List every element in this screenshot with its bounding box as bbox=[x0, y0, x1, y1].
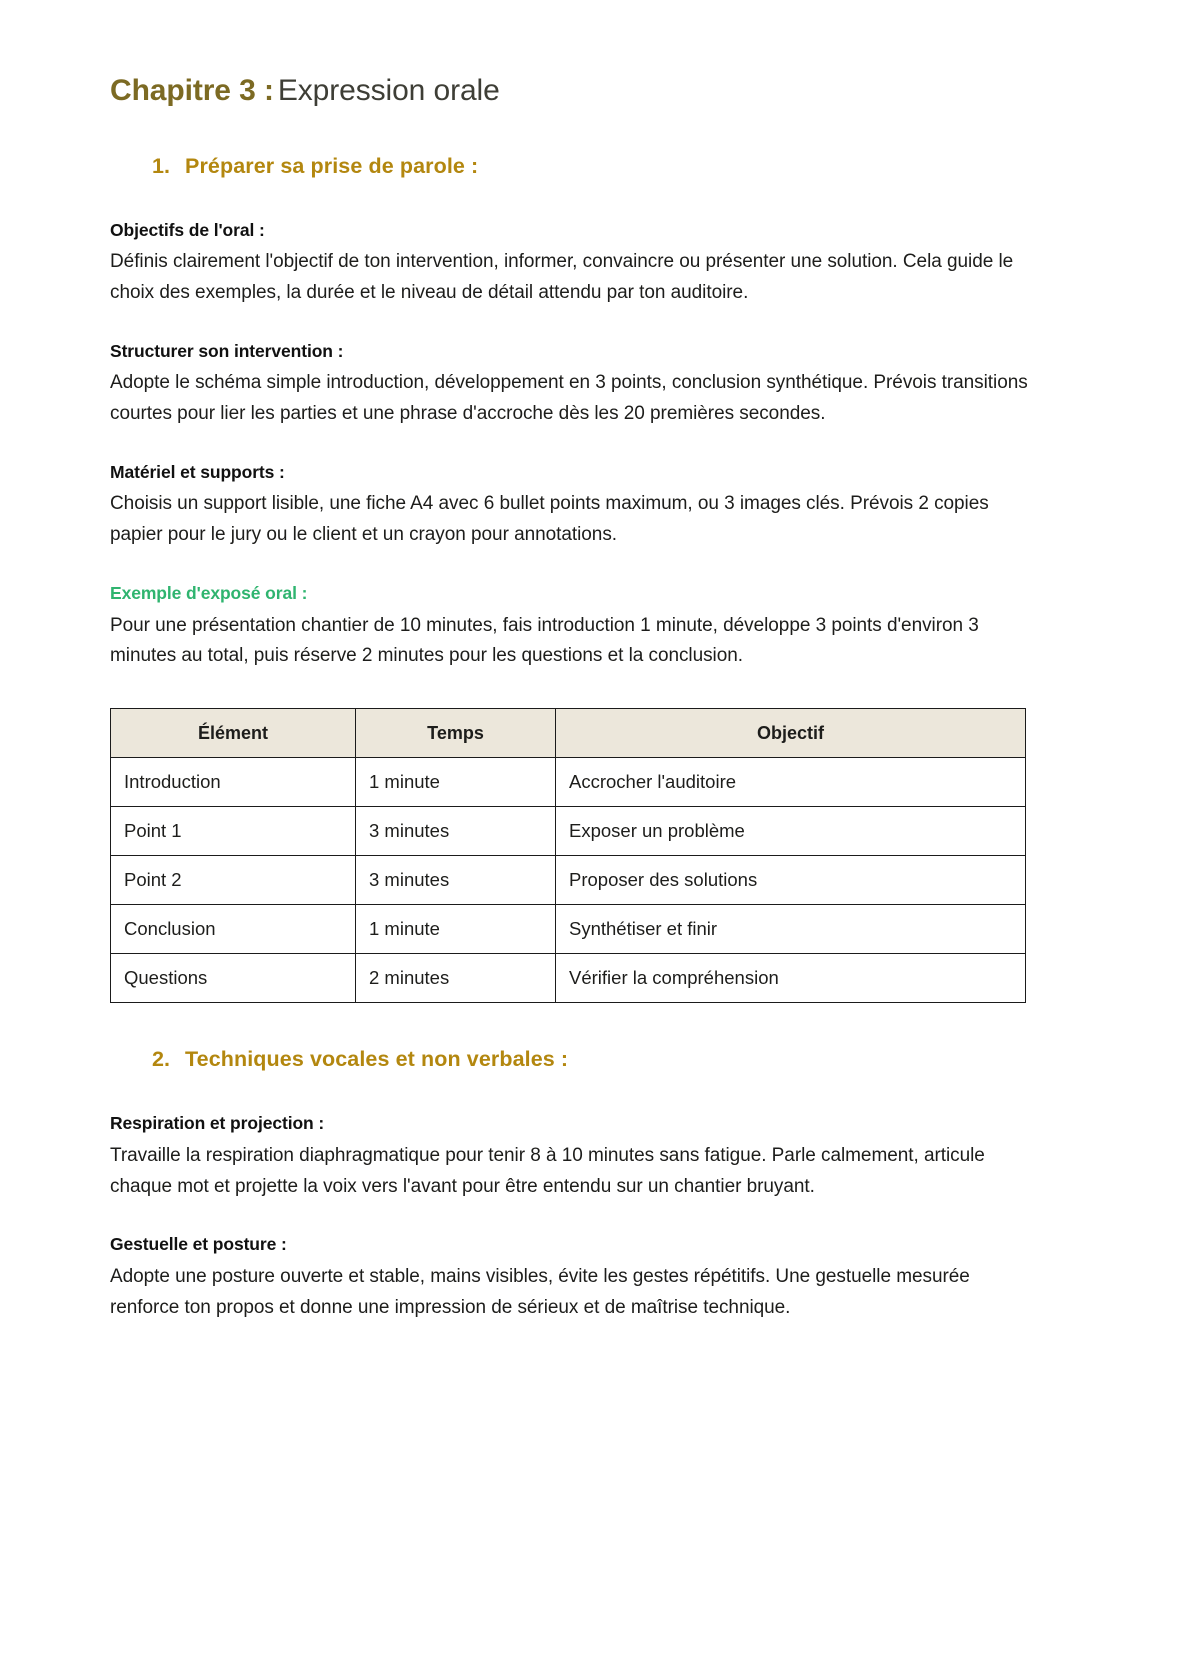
table-cell-element: Questions bbox=[111, 954, 356, 1003]
table-cell-element: Introduction bbox=[111, 758, 356, 807]
table-cell-objectif: Synthétiser et finir bbox=[556, 905, 1026, 954]
schedule-table bbox=[110, 708, 1026, 1003]
section-number-1: 1. bbox=[152, 153, 171, 178]
content-block-gestuelle bbox=[110, 1233, 1050, 1323]
table-header-row bbox=[111, 709, 1026, 758]
block-title-respiration: Respiration et projection : bbox=[110, 1113, 325, 1134]
block-body-materiel: Choisis un support lisible, une fiche A4 avec 6 bullet points maximum, ou 3 images clés. Prévois 2 copies papier pour le jury ou le client et un crayon pour annotations. bbox=[110, 493, 989, 546]
section-heading-2 bbox=[152, 1047, 1050, 1072]
block-body-structurer: Adopte le schéma simple introduction, développement en 3 points, conclusion synthétique. Prévois transitions courtes pour lier les parties et une phrase d'accroche dès les 20 premières secondes. bbox=[110, 372, 1028, 425]
table-cell-element: Point 1 bbox=[111, 807, 356, 856]
chapter-topic: Expression orale bbox=[277, 74, 500, 107]
table-cell-temps: 2 minutes bbox=[356, 954, 556, 1003]
chapter-label: Chapitre 3 : bbox=[110, 74, 274, 107]
table-cell-objectif: Vérifier la compréhension bbox=[556, 954, 1026, 1003]
table-cell-objectif: Proposer des solutions bbox=[556, 856, 1026, 905]
section-title-1: Préparer sa prise de parole : bbox=[185, 153, 479, 178]
table-header-objectif: Objectif bbox=[556, 709, 1026, 758]
content-block-structurer bbox=[110, 340, 1050, 430]
block-title-materiel: Matériel et supports : bbox=[110, 461, 285, 482]
schedule-table-wrapper bbox=[110, 708, 1050, 1003]
block-title-objectifs: Objectifs de l'oral : bbox=[110, 219, 265, 240]
table-row bbox=[111, 758, 1026, 807]
table-row bbox=[111, 905, 1026, 954]
section-number-2: 2. bbox=[152, 1047, 171, 1072]
content-block-exemple bbox=[110, 582, 1050, 672]
content-block-materiel bbox=[110, 461, 1050, 551]
table-cell-objectif: Accrocher l'auditoire bbox=[556, 758, 1026, 807]
table-cell-element: Point 2 bbox=[111, 856, 356, 905]
section-title-2: Techniques vocales et non verbales : bbox=[185, 1047, 569, 1072]
table-cell-objectif: Exposer un problème bbox=[556, 807, 1026, 856]
content-block-objectifs bbox=[110, 219, 1050, 309]
page-title bbox=[110, 72, 1050, 110]
section-heading-1 bbox=[152, 154, 1050, 179]
block-body-respiration: Travaille la respiration diaphragmatique pour tenir 8 à 10 minutes sans fatigue. Parle calmement, articule chaque mot et projette la voix vers l'avant pour être entendu sur un chantier bruyant. bbox=[110, 1144, 985, 1197]
block-body-objectifs: Définis clairement l'objectif de ton intervention, informer, convaincre ou présenter une solution. Cela guide le choix des exemples, la durée et le niveau de détail attendu par ton auditoire. bbox=[110, 251, 1014, 303]
table-row bbox=[111, 856, 1026, 905]
block-body-exemple: Pour une présentation chantier de 10 minutes, fais introduction 1 minute, développe 3 points d'environ 3 minutes au total, puis réserve 2 minutes pour les questions et la conclusion. bbox=[110, 614, 979, 667]
block-title-structurer: Structurer son intervention : bbox=[110, 340, 344, 361]
table-cell-temps: 3 minutes bbox=[356, 856, 556, 905]
table-cell-temps: 3 minutes bbox=[356, 807, 556, 856]
table-row bbox=[111, 807, 1026, 856]
table-cell-temps: 1 minute bbox=[356, 758, 556, 807]
content-block-respiration bbox=[110, 1112, 1050, 1202]
table-cell-element: Conclusion bbox=[111, 905, 356, 954]
table-cell-temps: 1 minute bbox=[356, 905, 556, 954]
table-header-element: Élément bbox=[111, 709, 356, 758]
block-body-gestuelle: Adopte une posture ouverte et stable, mains visibles, évite les gestes répétitifs. Une gestuelle mesurée renforce ton propos et donne une impression de sérieux et de maîtrise technique. bbox=[110, 1265, 970, 1318]
block-title-gestuelle: Gestuelle et posture : bbox=[110, 1234, 287, 1255]
table-header-temps: Temps bbox=[356, 709, 556, 758]
table-row bbox=[111, 954, 1026, 1003]
block-title-exemple: Exemple d'exposé oral : bbox=[110, 582, 308, 603]
